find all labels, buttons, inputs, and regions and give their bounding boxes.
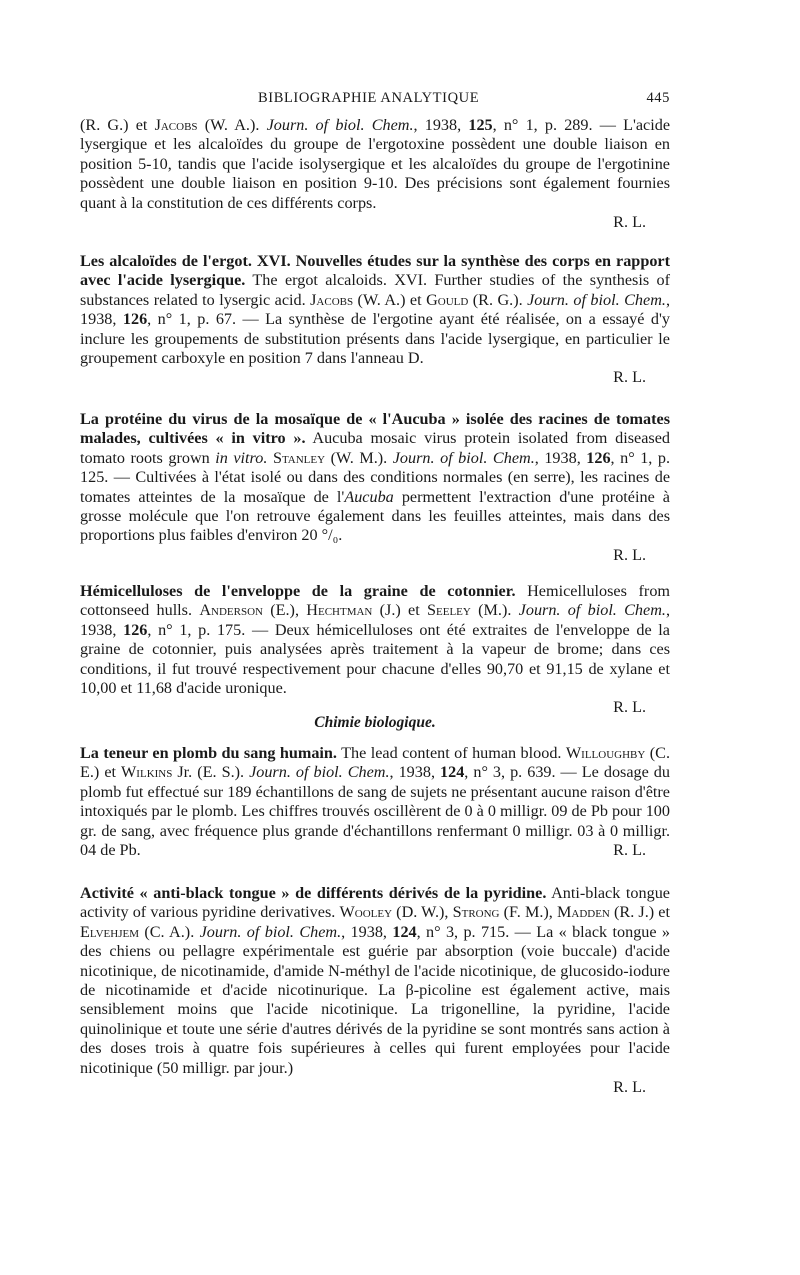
ref-text: , 1938, (341, 922, 393, 941)
volume: 126 (123, 620, 148, 639)
ref-text: (F. M.), (499, 903, 557, 922)
journal: Journ. of biol. Chem. (518, 601, 666, 620)
ref-text: , n° 1, p. 289. — (492, 116, 624, 134)
ref-text: , 1938, (389, 763, 441, 782)
header-title: BIBLIOGRAPHIE ANALYTIQUE (258, 90, 480, 106)
entry-title: Hémicelluloses de l'enveloppe de la graine de cotonnier. (80, 582, 516, 600)
ref-text: , 1938, (80, 601, 670, 639)
english-title: The ergot alcaloids. XVI. Further studies of the synthesis of substances related to lysergic acid. (80, 271, 670, 309)
ref-text: (C. A.). (139, 922, 200, 941)
volume: 126 (122, 310, 148, 329)
ref-text: Jr. (E. S.). (172, 763, 250, 782)
abstract-text: Le dosage du plomb fut effectué sur 189 échantillons de sang de sujets ne présentant aucune raison d'être intoxiqués par le plomb. Les chiffres trouvés oscillèrent de 0 à 0 milligr. 09 de Pb pour 100 gr. de sang, avec fréquence plus grande d'échantillons renfermant 0 milligr. 03 à 0 milligr. 04 de Pb. (80, 763, 670, 860)
journal: Journ. of biol. Chem. (249, 763, 390, 782)
ref-text: , n° 1, p. 125. — (80, 448, 671, 487)
english-title: Aucuba mosaic virus protein isolated from diseased tomato roots grown (80, 429, 670, 467)
entry-ergot-alkaloids (80, 252, 670, 388)
entry-title: La teneur en plomb du sang humain. (80, 744, 337, 762)
author: Seeley (427, 601, 471, 620)
author: Willoughby (565, 744, 646, 762)
abstract-text: permettent l'extraction d'une protéine à grosse molécule que l'on retrouve également dans les feuilles atteintes, mais dans des proportions plus faibles d'environ 20 °/₀. (80, 487, 670, 545)
ref-text: (M.). (470, 601, 519, 620)
ref-text: , n° 1, p. 67. — (147, 310, 266, 329)
ref-text: , 1938, (80, 290, 670, 329)
section-heading: Chimie biologique. (314, 714, 436, 731)
entry-aucuba-virus (80, 410, 670, 565)
ref-text: (R. G.). (468, 290, 528, 309)
author: Strong (452, 903, 500, 922)
ref-text: , n° 3, p. 639. — (464, 763, 582, 782)
author: Wooley (339, 903, 393, 922)
ref-text: (E.), (262, 601, 307, 620)
entry-title: Activité « anti-black tongue » de différents dérivés de la pyridine. (80, 884, 547, 902)
signature: R. L. (613, 698, 646, 717)
signature: R. L. (613, 545, 646, 564)
ref-text: (W. A.) et (353, 290, 427, 309)
entry-anti-black-tongue (80, 884, 670, 1097)
volume: 124 (440, 763, 465, 782)
page-number: 445 (646, 90, 670, 106)
entry-hemicelluloses (80, 582, 670, 718)
author: Wilkins (121, 763, 173, 782)
author: Hechtman (306, 601, 373, 620)
english-title-italic: in vitro. (215, 448, 268, 467)
author: Jacobs (154, 116, 198, 134)
ref-text: (R. J.) et (609, 903, 670, 922)
journal: Journ. of biol. Chem. (527, 290, 666, 309)
abstract-text: Cultivées à l'état isolé ou dans des conditions normales (en serre), les racines de tomates atteintes de la mosaïque de l' (80, 468, 670, 506)
volume: 126 (586, 448, 611, 467)
abstract-text: La synthèse de l'ergotine ayant été réalisée, on a essayé d'y inclure les groupements de substitution présents dans l'acide lysergique, en particulier le groupement carboxyle en position 7 dans l'anneau D. (80, 310, 670, 368)
abstract-text: La « black tongue » des chiens ou pellagre expérimentale est guérie par absorption (voie buccale) d'acide nicotinique, de nicotinamide, d'amide N-méthyl de l'acide nicotinique, de glucosido-iodure de nicotinamide et d'acide nicotinurique. La β-picoline est également active, mais sensiblement moins que l'acide nicotinique. La trigonelline, la pyridine, l'acide quinolinique et toute une série d'autres dérivés de la pyridine se sont montrés sans action à des doses trois à quatre fois supérieures à celles qui furent employées pour l'acide nicotinique (50 milligr. par jour.) (80, 922, 671, 1077)
journal: Journ. of biol. Chem. (266, 116, 414, 134)
english-title: Anti-black tongue activity of various pyridine derivatives. (80, 884, 670, 922)
ref-text: (C. E.) et (80, 744, 670, 782)
author: Jacobs (310, 290, 354, 309)
author: Anderson (199, 601, 263, 620)
signature: R. L. (613, 1078, 646, 1097)
entry-title: Les alcaloïdes de l'ergot. XVI. Nouvelles études sur la synthèse des corps en rapport avec l'acide lysergique. (80, 252, 670, 290)
signature: R. L. (613, 213, 646, 232)
signature: R. L. (613, 368, 646, 387)
author: Gould (426, 290, 469, 309)
volume: 124 (392, 922, 417, 941)
entry-continuation (80, 116, 670, 232)
entry-lead-blood (80, 744, 670, 860)
journal: Journ. of biol. Chem. (199, 922, 342, 941)
ref-text: , 1938, (534, 448, 587, 467)
ref-text: (J.) et (372, 601, 428, 620)
ref-text: , n° 1, p. 175. — (147, 620, 275, 639)
english-title: Hemicelluloses from cottonseed hulls. (80, 582, 671, 620)
ref-text: (W. M.). (325, 448, 393, 467)
author: Madden (556, 903, 610, 922)
author: Stanley (272, 448, 326, 467)
abstract-text: L'acide lysergique et les alcaloïdes du groupe de l'ergotoxine possèdent une double liaison en position 5-10, tandis que l'acide isolysergique et les alcaloïdes du groupe de l'ergotinine possèdent une double liaison en position 9-10. Des précisions sont également fournies quant à la constitution de ces différents corps. (80, 116, 671, 212)
ref-text: (R. G.) et (80, 116, 155, 134)
ref-text: , n° 3, p. 715. — (416, 922, 537, 941)
author: Elvehjem (80, 922, 139, 941)
volume: 125 (468, 116, 493, 134)
ref-text: , 1938, (413, 116, 469, 134)
english-title: The lead content of human blood. (336, 744, 566, 762)
entry-title: La protéine du virus de la mosaïque de « l'Aucuba » isolée des racines de tomates malades, cultivées « in vitro ». (80, 410, 670, 448)
journal: Journ. of biol. Chem. (392, 448, 535, 467)
abstract-italic: Aucuba (344, 487, 394, 506)
signature: R. L. (613, 841, 646, 860)
ref-text: (W. A.). (197, 116, 267, 134)
ref-text: (D. W.), (392, 903, 453, 922)
abstract-text: Deux hémicelluloses ont été extraites de l'enveloppe de la graine de cotonnier, puis analysées après traitement à la vapeur de brome; dans ces conditions, il fut trouvé respectivement pour chacune d'elles 90,70 et 91,15 de xylane et 10,00 et 11,68 d'acide uronique. (80, 620, 670, 698)
